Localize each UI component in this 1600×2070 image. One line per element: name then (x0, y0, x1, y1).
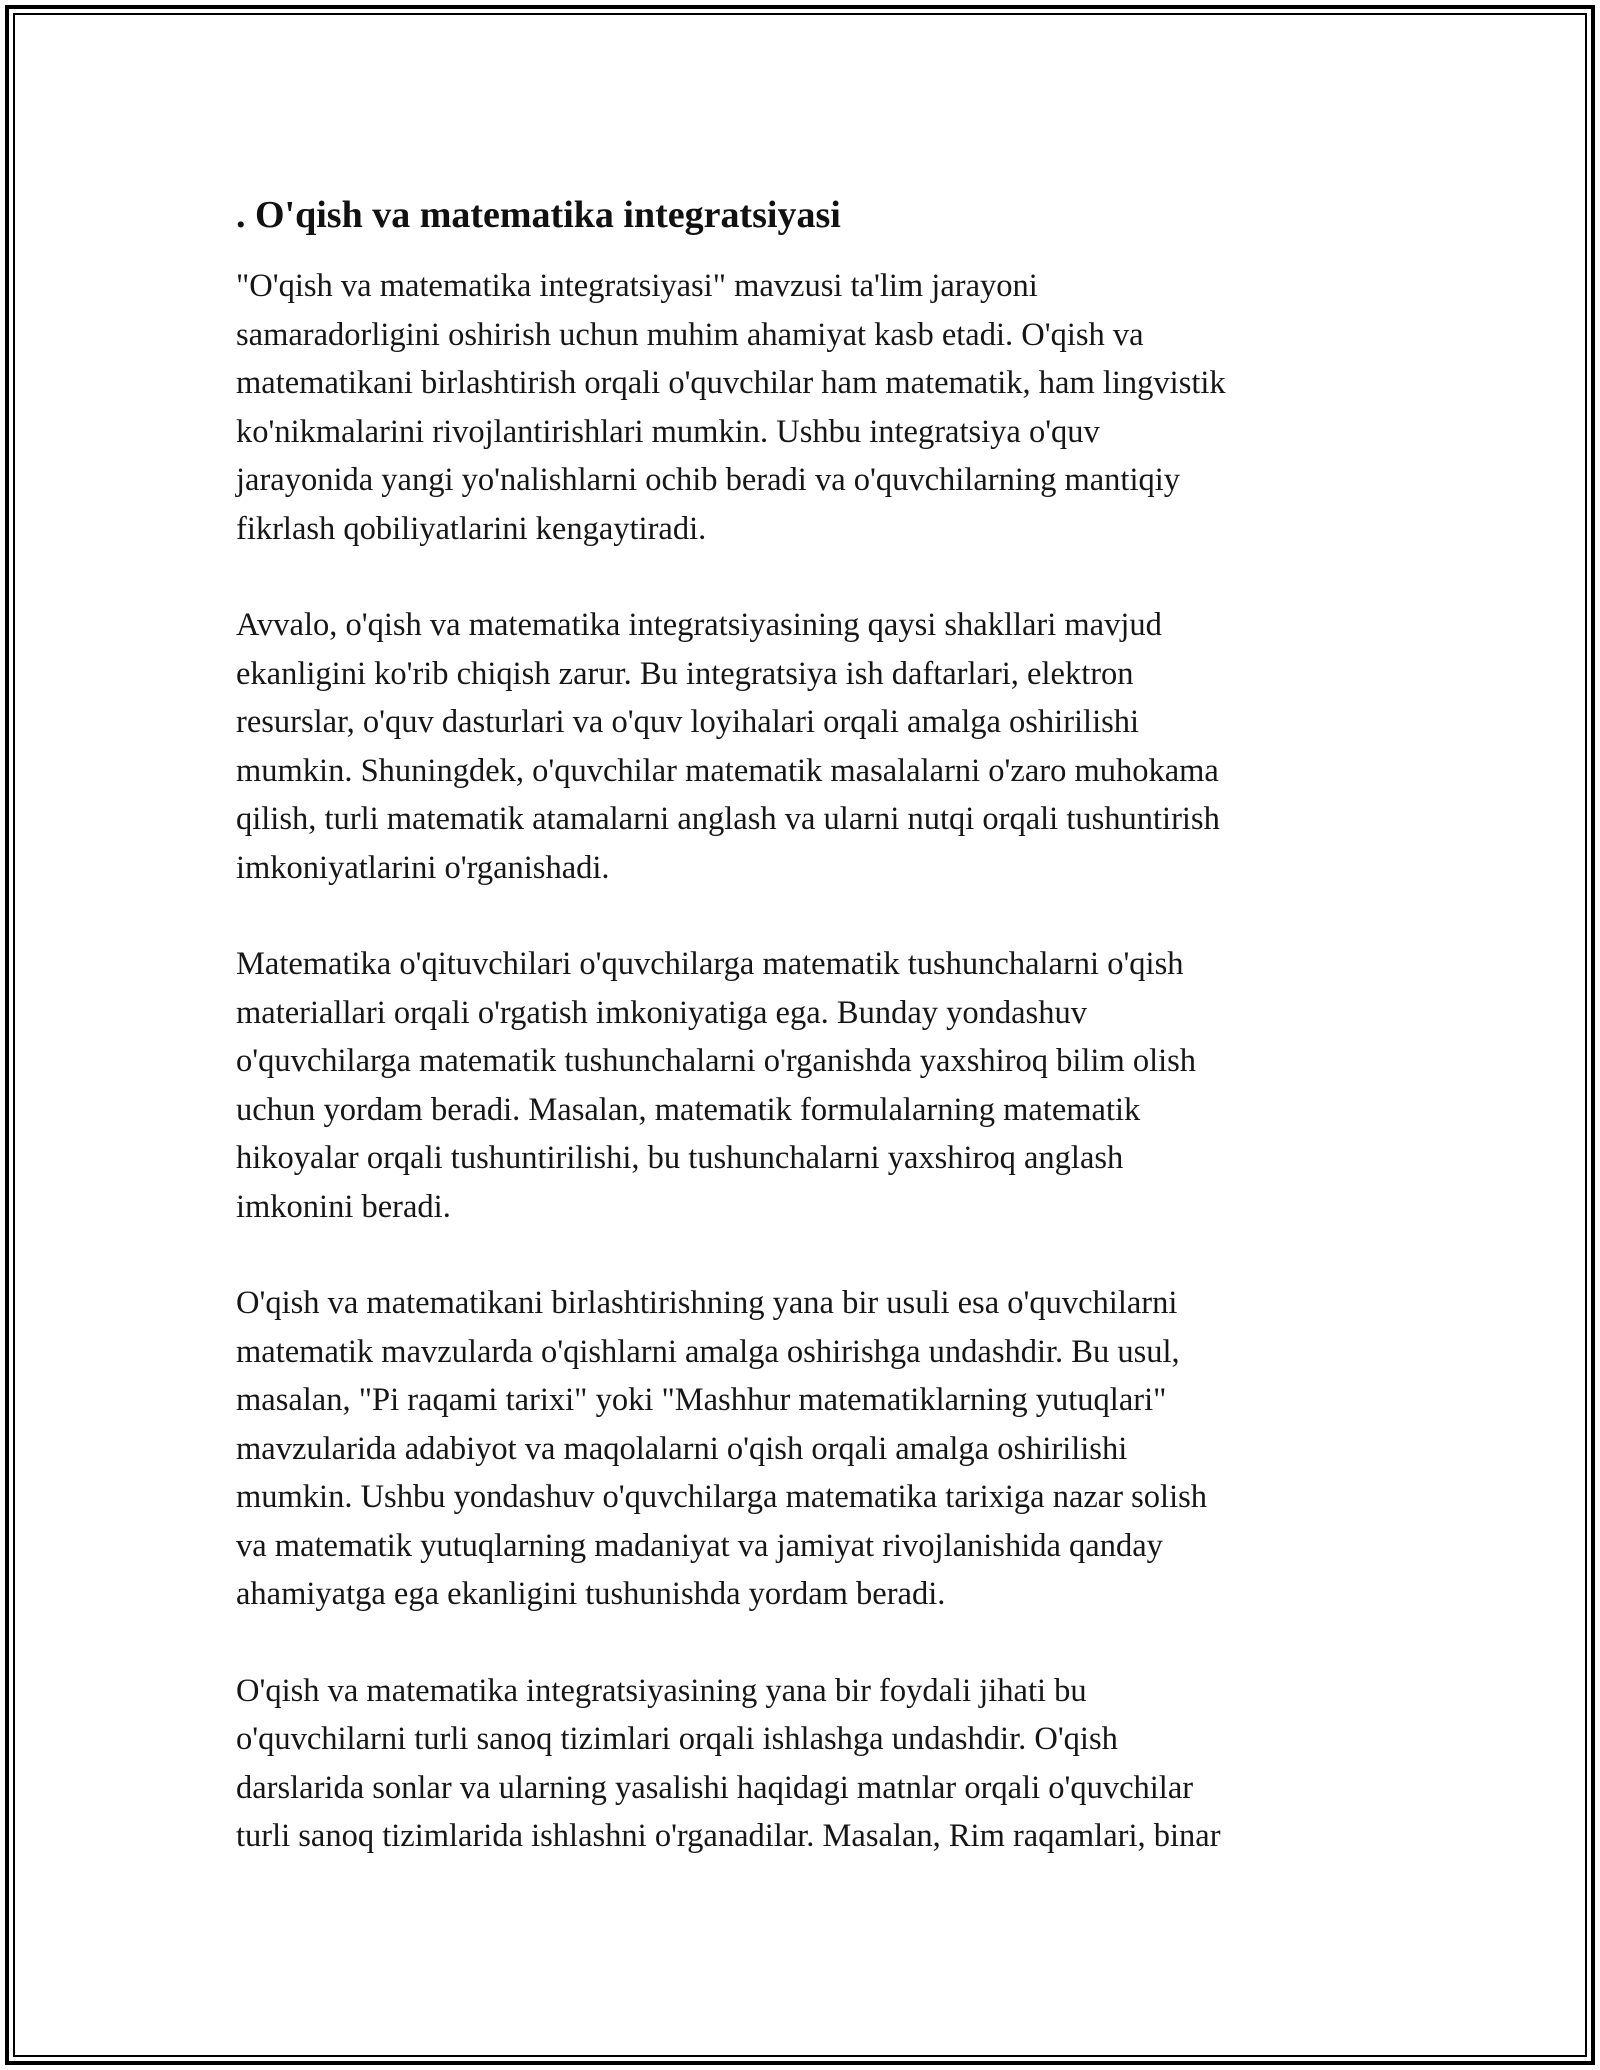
paragraph-4: O'qish va matematikani birlashtirishning yana bir usuli esa o'quvchilarni matematik mavzularda o'qishlarni amalga oshirishga undashdir. Bu usul, masalan, "Pi raqami tarixi" yoki "Mashhur matematiklarning yutuqlari" mavzularida adabiyot va maqolalarni o'qish orqali amalga oshirilishi mumkin. Ushbu yondashuv o'quvchilarga matematika tarixiga nazar solish va matematik yutuqlarning madaniyat va jamiyat rivojlanishida qanday ahamiyatga ega ekanligini tushunishda yordam beradi. (236, 1285, 1208, 1612)
paragraph-1: "O'qish va matematika integratsiyasi" mavzusi ta'lim jarayoni samaradorligini oshirish uchun muhim ahamiyat kasb etadi. O'qish va matematikani birlashtirish orqali o'quvchilar ham matematik, ham lingvistik ko'nikmalarini rivojlantirishlari mumkin. Ushbu integratsiya o'quv jarayonida yangi yo'nalishlarni ochib beradi va o'quvchilarning mantiqiy fikrlash qobiliyatlarini kengaytiradi. (236, 268, 1226, 547)
section-heading: . O'qish va matematika integratsiyasi (236, 194, 841, 236)
paragraph-2: Avvalo, o'qish va matematika integratsiyasining qaysi shakllari mavjud ekanligini ko'rib chiqish zarur. Bu integratsiya ish daftarlari, elektron resurslar, o'quv dasturlari va o'quv loyihalari orqali amalga oshirilishi mumkin. Shuningdek, o'quvchilar matematik masalalarni o'zaro muhokama qilish, turli matematik atamalarni anglash va ularni nutqi orqali tushuntirish imkoniyatlarini o'rganishadi. (236, 607, 1220, 886)
document-body (236, 190, 1366, 1909)
paragraph-5: O'qish va matematika integratsiyasining yana bir foydali jihati bu o'quvchilarni turli sanoq tizimlari orqali ishlashga undashdir. O'qish darslarida sonlar va ularning yasalishi haqidagi matnlar orqali o'quvchilar turli sanoq tizimlarida ishlashni o'rganadilar. Masalan, Rim raqamlari, binar (236, 1672, 1221, 1854)
paragraph-3: Matematika o'qituvchilari o'quvchilarga matematik tushunchalarni o'qish materiallari orqali o'rgatish imkoniyatiga ega. Bunday yondashuv o'quvchilarga matematik tushunchalarni o'rganishda yaxshiroq bilim olish uchun yordam beradi. Masalan, matematik formulalarning matematik hikoyalar orqali tushuntirilishi, bu tushunchalarni yaxshiroq anglash imkonini beradi. (236, 946, 1197, 1225)
